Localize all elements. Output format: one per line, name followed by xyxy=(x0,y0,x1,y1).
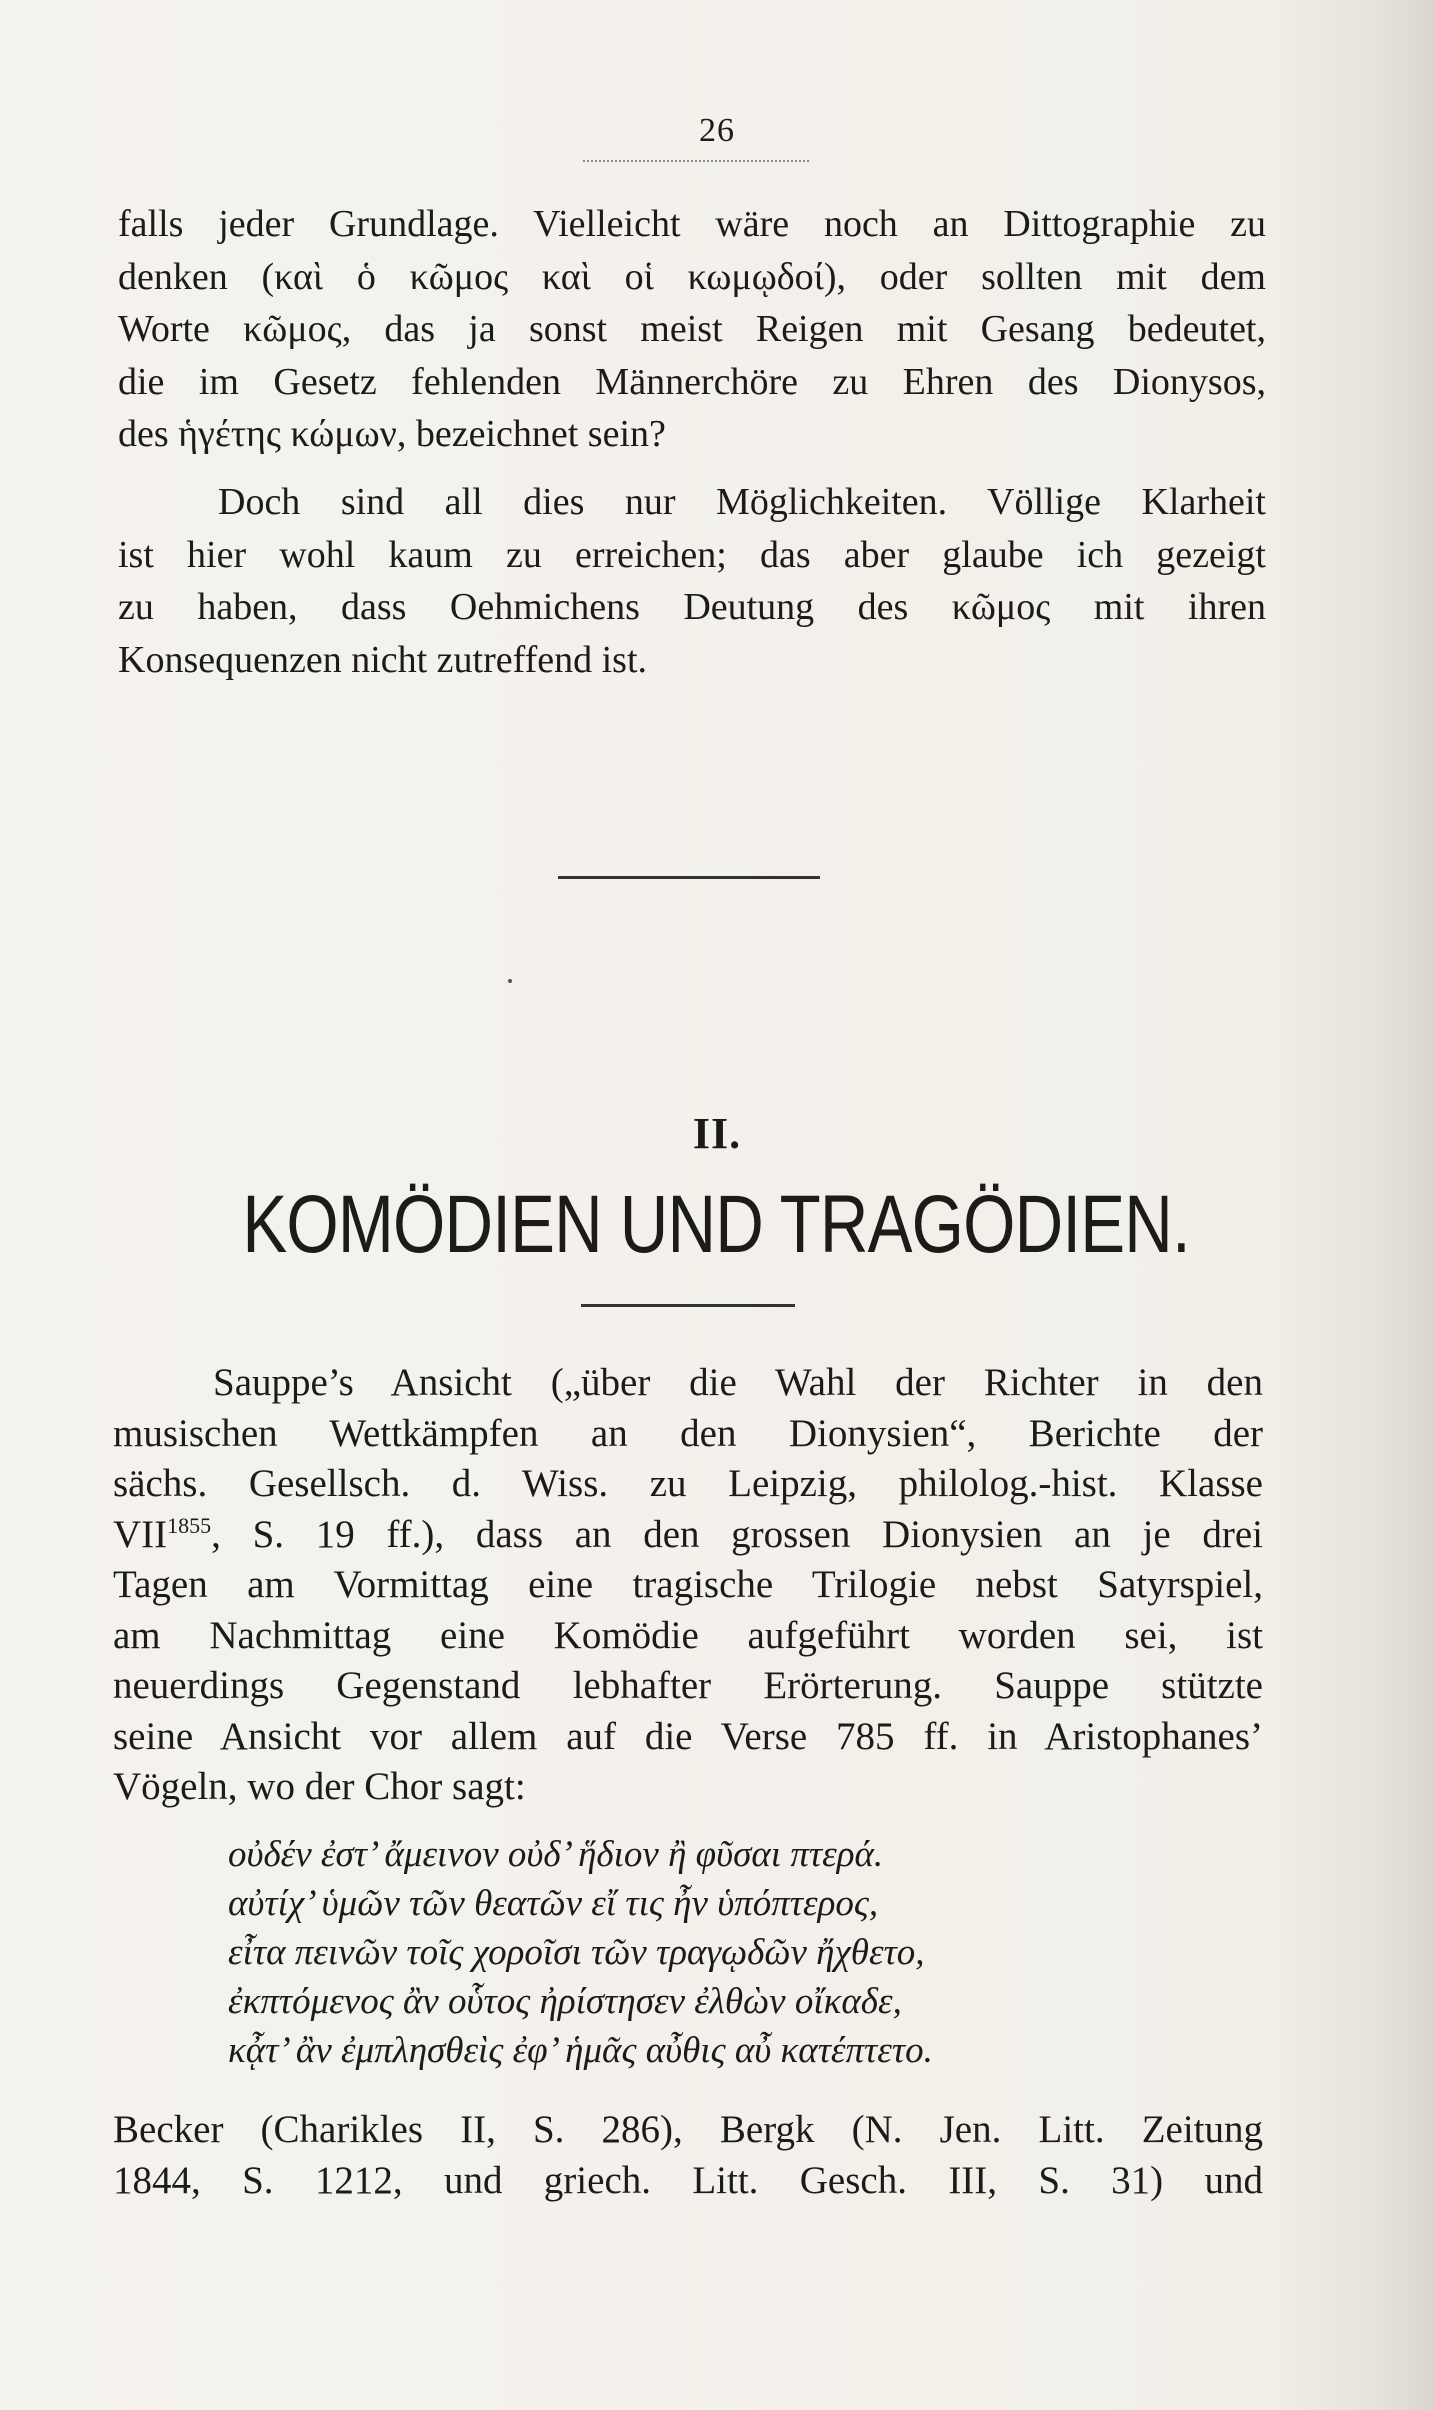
text-line: neuerdings Gegenstand lebhafter Erörterung. Sauppe stützte xyxy=(113,1664,1263,1707)
text-line: Vögeln, wo der Chor sagt: xyxy=(113,1765,526,1808)
paragraph-3 xyxy=(113,1358,1263,1813)
text-line: seine Ansicht vor allem auf die Verse 785 ff. in Aristophanes’ xyxy=(113,1714,1263,1758)
paragraph-4 xyxy=(113,2105,1263,2206)
text-line: Konsequenzen nicht zutreffend ist. xyxy=(118,638,648,681)
text-line: am Nachmittag eine Komödie aufgeführt worden sei, ist xyxy=(113,1613,1263,1657)
text-line: ist hier wohl kaum zu erreichen; das aber glaube ich gezeigt xyxy=(118,533,1266,576)
greek-verse-quote xyxy=(228,1830,1188,2075)
text-line: die im Gesetz fehlenden Männerchöre zu Ehren des Dionysos, xyxy=(118,360,1266,403)
text-line: Worte κῶμος, das ja sonst meist Reigen mit Gesang bedeutet, xyxy=(118,308,1266,350)
page-number: 26 xyxy=(699,112,735,149)
verse-line: κᾆτ’ ἂν ἐμπλησθεὶς ἐφ’ ἡμᾶς αὖθις αὖ κατέπτετο. xyxy=(228,2030,933,2071)
text-line xyxy=(113,1510,1263,1561)
verse-line: αὐτίχ’ ὑμῶν τῶν θεατῶν εἴ τις ἦν ὑπόπτερος, xyxy=(228,1883,879,1924)
verse-line: εἶτα πεινῶν τοῖς χοροῖσι τῶν τραγῳδῶν ἤχθετο, xyxy=(228,1932,925,1973)
verse-line: οὐδέν ἐστ’ ἄμεινον οὐδ’ ἥδιον ἢ φῦσαι πτερά. xyxy=(228,1834,884,1875)
text-line: musischen Wettkämpfen an den Dionysien“, Berichte der xyxy=(113,1411,1263,1455)
section-divider xyxy=(558,876,820,879)
verse-line: ἐκπτόμενος ἂν οὗτος ἠρίστησεν ἐλθὼν οἴκαδε, xyxy=(228,1981,902,2022)
text-line: des ἡγέτης κώμων, bezeichnet sein? xyxy=(118,413,666,455)
year-superscript: 1855 xyxy=(167,1512,212,1538)
volume-numeral: VII xyxy=(113,1512,168,1556)
text-line: Sauppe’s Ansicht („über die Wahl der Richter in den xyxy=(213,1361,1263,1404)
text-line: 1844, S. 1212, und griech. Litt. Gesch. III, S. 31) und xyxy=(113,2158,1263,2202)
section-title: KOMÖDIEN UND TRAGÖDIEN. xyxy=(242,1179,1190,1270)
text-line: Doch sind all dies nur Möglichkeiten. Völlige Klarheit xyxy=(218,481,1266,523)
text-line: falls jeder Grundlage. Vielleicht wäre noch an Dittographie zu xyxy=(118,203,1266,245)
page-number-rule xyxy=(583,160,809,162)
section-numeral: II. xyxy=(692,1109,742,1158)
text-line: sächs. Gesellsch. d. Wiss. zu Leipzig, philolog.-hist. Klasse xyxy=(113,1462,1263,1505)
text-line: Becker (Charikles II, S. 286), Bergk (N. Jen. Litt. Zeitung xyxy=(113,2108,1263,2151)
print-speck xyxy=(508,979,512,983)
line-continuation: , S. 19 ff.), dass an den grossen Dionysien an je drei xyxy=(211,1512,1263,1556)
text-line: zu haben, dass Oehmichens Deutung des κῶμος mit ihren xyxy=(118,586,1266,628)
paragraph-2 xyxy=(118,476,1266,686)
text-line: Tagen am Vormittag eine tragische Trilogie nebst Satyrspiel, xyxy=(113,1563,1263,1606)
title-underline xyxy=(581,1304,795,1307)
text-line: denken (καὶ ὁ κῶμος καὶ οἱ κωμῳδοί), oder sollten mit dem xyxy=(118,255,1266,298)
paragraph-1 xyxy=(118,198,1266,461)
